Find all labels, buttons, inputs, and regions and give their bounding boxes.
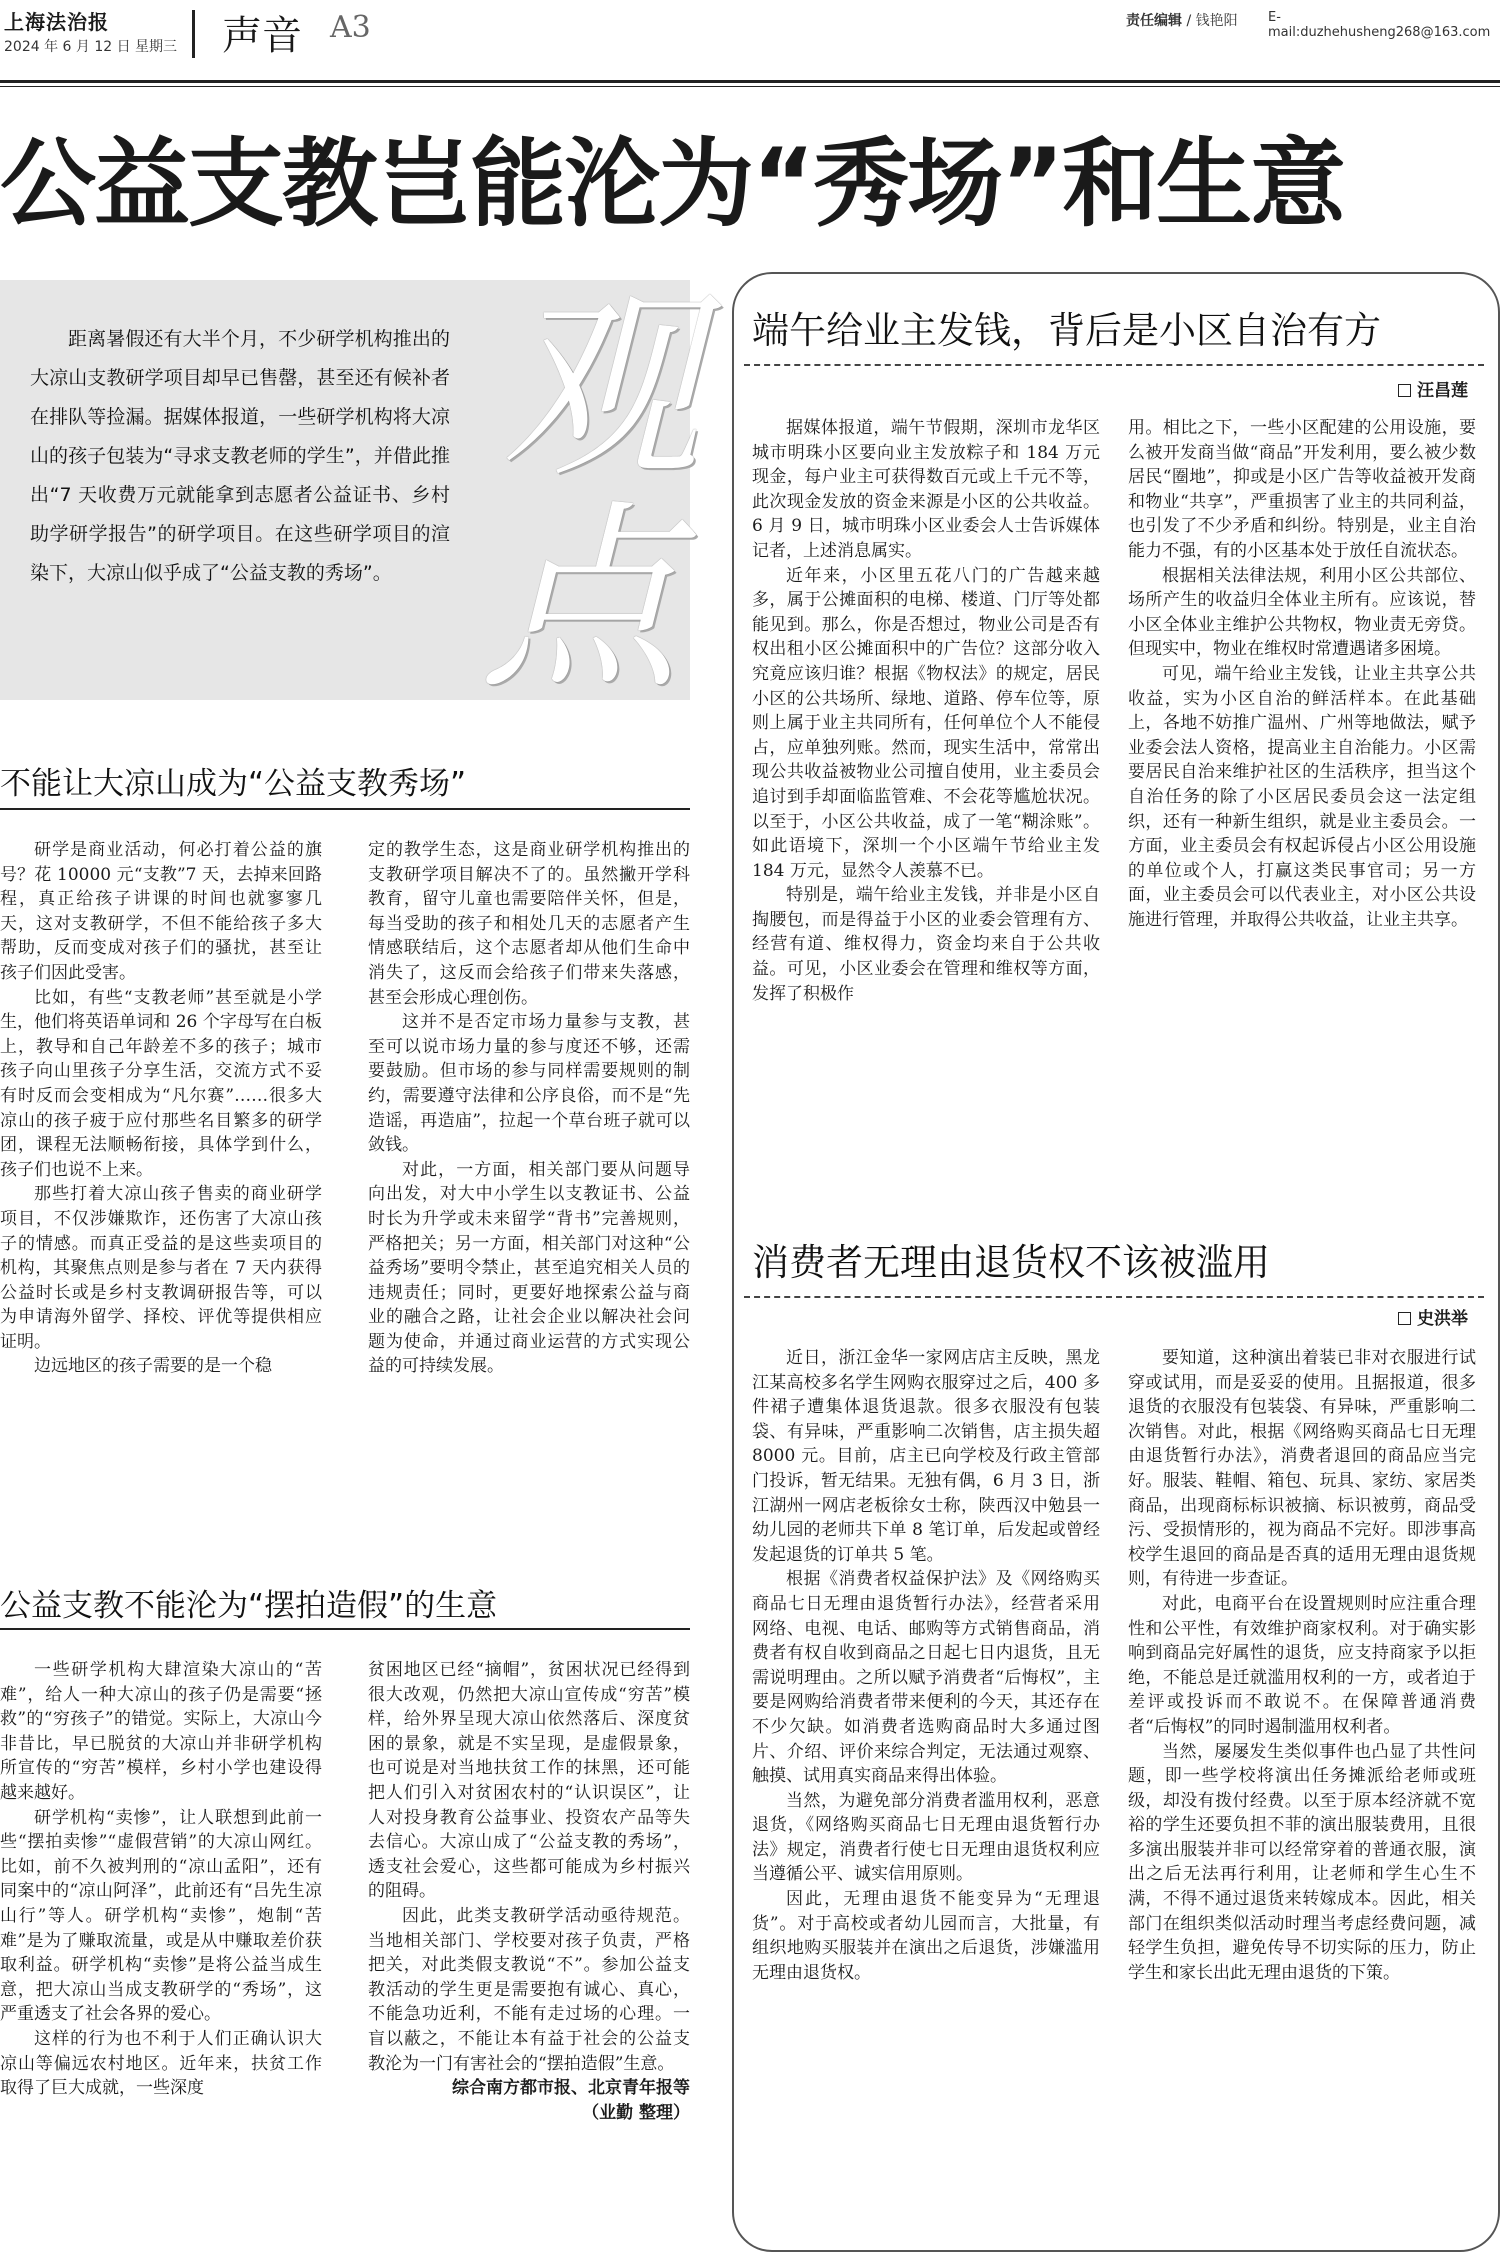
article1-col1: 研学是商业活动，何必打着公益的旗号？花 10000 元“支教”7 天，去掉来回路程，真正给孩子讲课的时间也就寥寥几天，这对支教研学，不但不能给孩子多大帮助，反而变成对孩子们的骚扰，甚至让孩子们因此受害。 比如，有些“支教老师”甚至就是小学生，他们将英语单词和 26 个字母写在白板上，教导和自己年龄差不多的孩子；城市孩子向山里孩子分享生活，交流方式不妥有时反而会变相成为“凡尔赛”……很多大凉山的孩子疲于应付那些名目繁多的研学团，课程无法顺畅衔接，具体学到什么，孩子们也说不上来。 那些打着大凉山孩子售卖的商业研学项目，不仅涉嫌欺诈，还伤害了大凉山孩子的情感。而真正受益的是这些卖项目的机构，其聚焦点则是参与者在 7 天内获得公益时长或是乡村支教调研报告等，可以为申请海外留学、择校、评优等提供相应证明。 边远地区的孩子需要的是一个稳 [0, 840, 322, 1377]
article4-author: 史洪举 [1398, 1304, 1468, 1329]
article3-author: 汪昌莲 [1398, 376, 1468, 401]
article4-title-rule [744, 1296, 1484, 1298]
article3-col1: 据媒体报道，端午节假期，深圳市龙华区城市明珠小区要向业主发放粽子和 184 万元现金，每户业主可获得数百元或上千元不等，此次现金发放的资金来源是小区的公共收益。6 月 9 日，城市明珠小区业委会人士告诉媒体记者，上述消息属实。 近年来，小区里五花八门的广告越来越多，属于公摊面积的电梯、楼道、门厅等处都能见到。那么，你是否想过，物业公司是否有权出租小区公摊面积中的广告位？这部分收入究竟应该归谁？根据《物权法》的规定，居民小区的公共场所、绿地、道路、停车位等，原则上属于业主共同所有，任何单位个人不能侵占，应单独列账。然而，现实生活中，常常出现公共收益被物业公司擅自使用，业主委员会追讨到手却面临监管难、不会花等尴尬状况。以至于，小区公共收益，成了一笔“糊涂账”。如此语境下，深圳一个小区端午节给业主发 184 万元，显然令人羡慕不已。 特别是，端午给业主发钱，并非是小区自掏腰包，而是得益于小区的业委会管理有方、经营有道、维权得力，资金均来自于公共收益。可见，小区业委会在管理和维权等方面，发挥了积极作 [752, 418, 1100, 1004]
article3-title: 端午给业主发钱，背后是小区自治有方 [752, 309, 1381, 352]
article1-col2: 定的教学生态，这是商业研学机构推出的支教研学项目解决不了的。虽然撇开学科教育，留守儿童也需要陪伴关怀，但是，每当受助的孩子和相处几天的志愿者产生情感联结后，这个志愿者却从他们生命中消失了，这反而会给孩子们带来失落感，甚至会形成心理创伤。 这并不是否定市场力量参与支教，甚至可以说市场力量的参与度还不够，还需要鼓励。但市场的参与同样需要规则的制约，需要遵守法律和公序良俗，而不是“先造谣，再造庙”，拉起一个草台班子就可以敛钱。 对此，一方面，相关部门要从问题导向出发，对大中小学生以支教证书、公益时长为升学或未来留学“背书”完善规则，严格把关；另一方面，相关部门对这种“公益秀场”要明令禁止，甚至追究相关人员的违规责任；同时，更要好地探索公益与商业的融合之路，让社会企业以解决社会问题为使命，并通过商业运营的方式实现公益的可持续发展。 [368, 840, 690, 1377]
page-number: A3 [330, 10, 371, 45]
section-name: 声音 [222, 13, 302, 59]
article3-col2: 用。相比之下，一些小区配建的公用设施，要么被开发商当做“商品”开发利用，要么被少数居民“圈地”，抑或是小区广告等收益被开发商和物业“共享”，严重损害了业主的共同利益，也引发了不少矛盾和纠纷。特别是，业主自治能力不强，有的小区基本处于放任自流状态。 根据相关法律法规，利用小区公共部位、场所产生的收益归全体业主所有。应该说，替小区全体业主维护公共物权，物业责无旁贷。但现实中，物业在维权时常遭遇诸多困境。 可见，端午给业主发钱，让业主共享公共收益，实为小区自治的鲜活样本。在此基础上，各地不妨推广温州、广州等地做法，赋予业委会法人资格，提高业主自治能力。小区需要居民自治来维护社区的生活秩序，担当这个自治任务的除了小区居民委员会这一法定组织，还有一种新生组织，就是业主委员会。一方面，业主委员会有权起诉侵占小区公用设施的单位或个人，打赢这类民事官司；另一方面，业主委员会可以代表业主，对小区公共设施进行管理，并取得公共收益，让业主共享。 [1128, 418, 1476, 930]
article2-compiler: （业勤 整理） [582, 2102, 690, 2123]
editor-email: E-mail:duzhehusheng268@163.com [1268, 10, 1491, 40]
masthead-rule-thin [0, 86, 1500, 87]
decor-character-guan: 观 [500, 272, 701, 505]
editor-credit: 责任编辑 / 钱艳阳 [1126, 13, 1238, 29]
masthead [0, 0, 1500, 80]
issue-date: 2024 年 6 月 12 日 星期三 [4, 39, 178, 55]
article2-col2: 贫困地区已经“摘帽”，贫困状况已经得到很大改观，仍然把大凉山宣传成“穷苦”模样，给外界呈现大凉山依然落后、深度贫困的景象，就是不实呈现，是虚假景象，也可说是对当地扶贫工作的抹黑，还可能把人们引入对贫困农村的“认识误区”，让人对投身教育公益事业、投资农产品等失去信心。大凉山成了“公益支教的秀场”，透支社会爱心，这些都可能成为乡村振兴的阻碍。 因此，此类支教研学活动亟待规范。当地相关部门、学校要对孩子负责，严格把关，对此类假支教说“不”。参加公益支教活动的学生更是需要抱有诚心、真心，不能急功近利，不能有走过场的心理。一盲以蔽之，不能让本有益于社会的公益支教沦为一门有害社会的“摆拍造假”生意。 综合南方都市报、北京青年报等 （业勤 整理） [368, 1658, 690, 2125]
lead-text: 距离暑假还有大半个月，不少研学机构推出的大凉山支教研学项目却早已售罄，甚至还有候补者在排队等捡漏。据媒体报道，一些研学机构将大凉山的孩子包装为“寻求支教老师的学生”，并借此推出“7 天收费万元就能拿到志愿者公益证书、乡村助学研学报告”的研学项目。在这些研学项目的渲染下，大凉山似乎成了“公益支教的秀场”。 [30, 328, 450, 584]
masthead-divider [192, 10, 195, 58]
article3-title-rule [744, 364, 1484, 366]
article3-body [752, 416, 1476, 1006]
article1-title-rule [0, 808, 690, 810]
article2-title-rule [0, 1628, 690, 1630]
article4-col2: 要知道，这种演出着装已非对衣服进行试穿或试用，而是妥妥的使用。且据报道，很多退货的衣服没有包装袋、有异味，严重影响二次销售。对此，根据《网络购买商品七日无理由退货暂行办法》，消费者退回的商品应当完好。服装、鞋帽、箱包、玩具、家纺、家居类商品，出现商标标识被摘、标识被剪，商品受污、受损情形的，视为商品不完好。即涉事高校学生退回的商品是否真的适用无理由退货规则，有待进一步查证。 对此，电商平台在设置规则时应注重合理性和公平性，有效维护商家权利。对于确实影响到商品完好属性的退货，应支持商家予以拒绝，不能总是迁就滥用权利的一方，或者迫于差评或投诉而不敢说不。在保障普通消费者“后悔权”的同时遏制滥用权利者。 当然，屡屡发生类似事件也凸显了共性问题，即一些学校将演出任务摊派给老师或班级，却没有拨付经费。以至于原本经济就不宽裕的学生还要负担不菲的演出服装费用，且很多演出服装并非可以经常穿着的普通衣服，演出之后无法再行利用，让老师和学生心生不满，不得不通过退货来转嫁成本。因此，相关部门在组织类似活动时理当考虑经费问题，减轻学生负担，避免传导不切实际的压力，防止学生和家长出此无理由退货的下策。 [1128, 1348, 1476, 1983]
article1-body [0, 838, 690, 1379]
page-headline: 公益支教岂能沦为“秀场”和生意 [0, 128, 1345, 240]
newspaper-logo: 上海法治报 [4, 10, 109, 34]
article4-col1: 近日，浙江金华一家网店店主反映，黑龙江某高校多名学生网购衣服穿过之后，400 多件裙子遭集体退货退款。很多衣服没有包装袋、有异味，严重影响二次销售，店主损失超 8000 元。目前，店主已向学校及行政主管部门投诉，暂无结果。无独有偶，6 月 3 日，浙江湖州一网店老板徐女士称，陕西汉中勉县一幼儿园的老师共下单 8 笔订单，后发起或曾经发起退货的订单共 5 笔。 根据《消费者权益保护法》及《网络购买商品七日无理由退货暂行办法》，经营者采用网络、电视、电话、邮购等方式销售商品，消费者有权自收到商品之日起七日内退货，且无需说明理由。之所以赋予消费者“后悔权”，主要是网购给消费者带来便利的今天，其还存在不少欠缺。如消费者选购商品时大多通过图片、介绍、评价来综合判定，无法通过观察、触摸、试用真实商品来得出体验。 当然，为避免部分消费者滥用权利，恶意退货，《网络购买商品七日无理由退货暂行办法》规定，消费者行使七日无理由退货权利应当遵循公平、诚实信用原则。 因此，无理由退货不能变异为“无理退货”。对于高校或者幼儿园而言，大批量，有组织地购买服装并在演出之后退货，涉嫌滥用无理由退货权。 [752, 1348, 1100, 1983]
decor-character-dian: 点 [480, 484, 681, 717]
article4-title: 消费者无理由退货权不该被滥用 [752, 1241, 1270, 1284]
article2-body [0, 1658, 690, 2125]
article2-title: 公益支教不能沦为“摆拍造假”的生意 [0, 1588, 498, 1624]
article2-col1: 一些研学机构大肆渲染大凉山的“苦难”，给人一种大凉山的孩子仍是需要“拯救”的“穷孩子”的错觉。实际上，大凉山今非昔比，早已脱贫的大凉山并非研学机构所宣传的“穷苦”模样，乡村小学也建设得越来越好。 研学机构“卖惨”，让人联想到此前一些“摆拍卖惨”“虚假营销”的大凉山网红。比如，前不久被判刑的“凉山孟阳”，还有同案中的“凉山阿泽”，此前还有“吕先生凉山行”等人。研学机构“卖惨”，炮制“苦难”是为了赚取流量，或是从中赚取差价获取利益。研学机构“卖惨”是将公益当成生意，把大凉山当成支教研学的“秀场”，这严重透支了社会各界的爱心。 这样的行为也不利于人们正确认识大凉山等偏远农村地区。近年来，扶贫工作取得了巨大成就，一些深度 [0, 1660, 322, 2099]
article2-source: 综合南方都市报、北京青年报等 [452, 2078, 690, 2099]
masthead-rule [0, 80, 1500, 83]
article1-title: 不能让大凉山成为“公益支教秀场” [0, 766, 467, 802]
article4-body [752, 1346, 1476, 1985]
